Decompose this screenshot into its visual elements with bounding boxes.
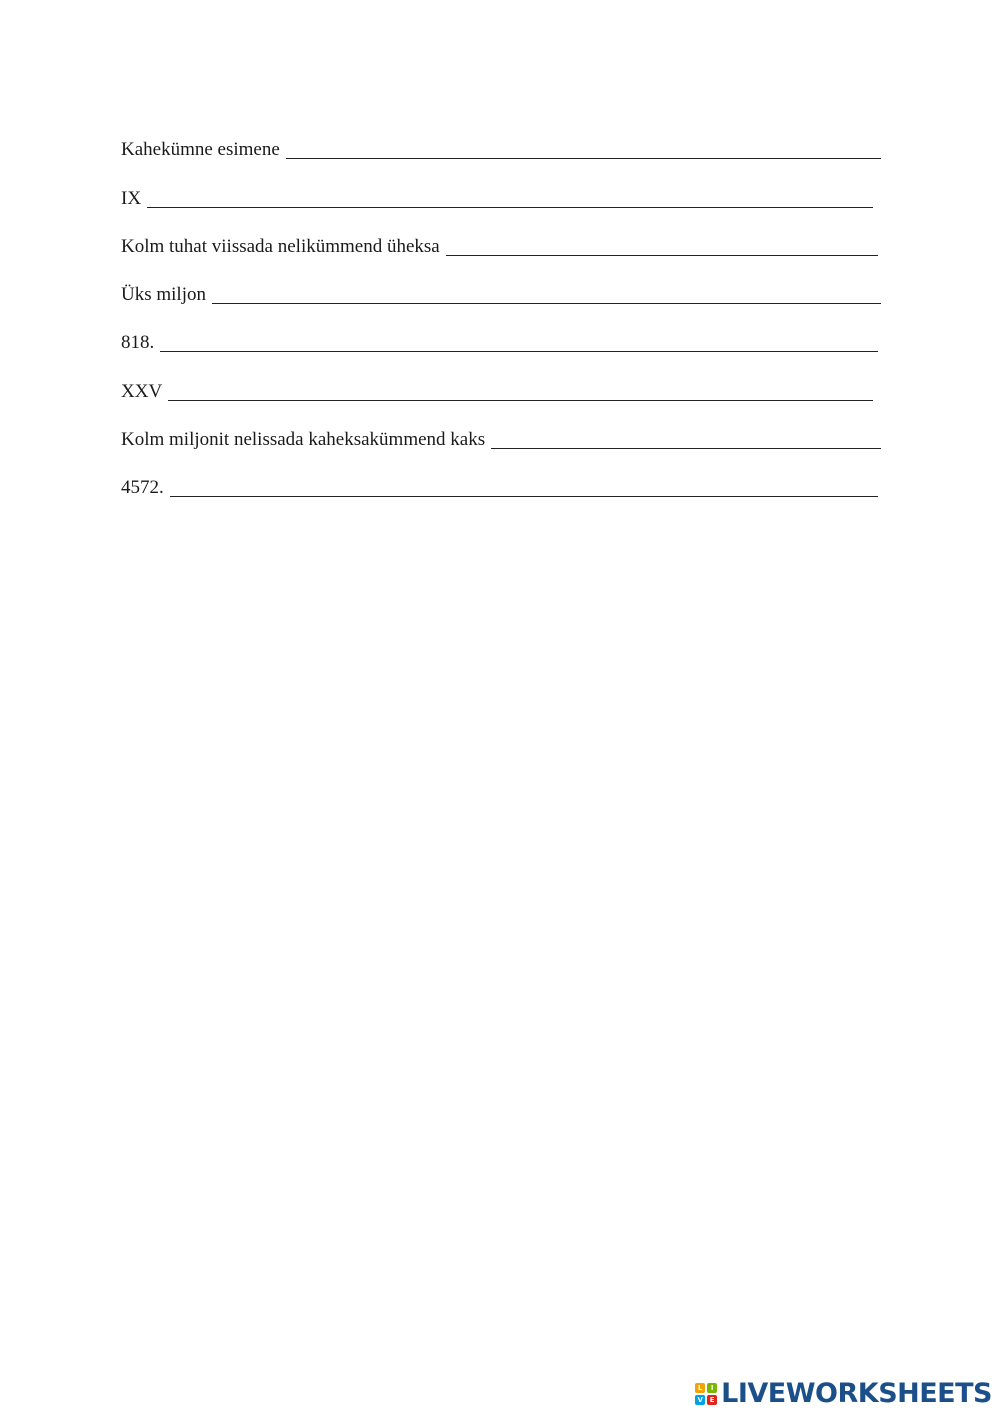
worksheet-row [121,163,881,211]
logo-tile: E [707,1395,717,1405]
row-label: Kolm miljonit nelissada kaheksakümmend kaks [121,429,486,451]
worksheet-row [121,212,881,260]
worksheet [121,115,881,501]
worksheet-row [121,308,881,356]
answer-line[interactable] [446,237,878,256]
liveworksheets-brand [695,1380,992,1407]
brand-name: LIVEWORKSHEETS [721,1378,992,1409]
answer-line[interactable] [491,430,881,449]
worksheet-row [121,115,881,163]
row-label: XXV [121,380,163,402]
row-label: IX [121,187,142,209]
answer-line[interactable] [147,189,873,208]
row-label: 818. [121,332,155,354]
answer-line[interactable] [212,285,881,304]
answer-line[interactable] [286,140,881,159]
answer-line[interactable] [168,382,873,401]
row-label: Kolm tuhat viissada nelikümmend üheksa [121,235,440,257]
logo-tile: V [695,1395,705,1405]
worksheet-row [121,356,881,404]
logo-tile: L [695,1383,705,1393]
row-label: 4572. [121,477,164,499]
answer-line[interactable] [170,478,878,497]
worksheet-row [121,260,881,308]
logo-tile: I [707,1383,717,1393]
row-label: Kahekümne esimene [121,139,280,161]
worksheet-row [121,405,881,453]
worksheet-row [121,453,881,501]
row-label: Üks miljon [121,284,206,306]
liveworksheets-logo-icon [695,1383,717,1405]
answer-line[interactable] [160,333,878,352]
